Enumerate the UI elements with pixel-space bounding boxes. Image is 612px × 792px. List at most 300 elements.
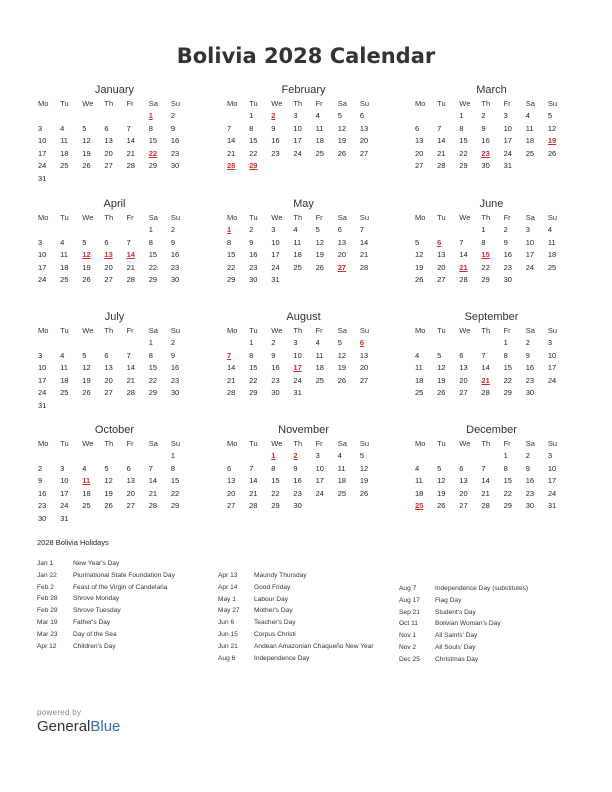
week-row [37, 173, 192, 186]
empty-day [126, 450, 148, 463]
day: 27 [104, 388, 113, 397]
weekday-label: We [82, 326, 94, 335]
day: 1 [459, 111, 464, 120]
day: 27 [459, 388, 468, 397]
holiday-name: All Souls' Day [435, 643, 476, 651]
day: 9 [170, 123, 176, 133]
brand-blue: Blue [90, 718, 121, 735]
week-row [37, 500, 192, 513]
day: 20 [415, 148, 424, 158]
day: 1 [249, 338, 254, 347]
weekday-header [226, 212, 381, 224]
day: 24 [60, 501, 69, 510]
day: 11 [60, 363, 68, 372]
weekday-label: Fr [315, 213, 323, 222]
holiday-name: Feast of the Virgin of Candelaria [73, 583, 168, 591]
day: 19 [82, 148, 91, 158]
day: 20 [459, 375, 468, 385]
holiday-name: Plurinational State Foundation Day [73, 571, 175, 579]
day: 30 [170, 275, 180, 284]
day: 4 [293, 225, 298, 234]
day: 27 [104, 275, 113, 284]
weekday-header [414, 438, 569, 450]
day: 4 [60, 350, 65, 360]
holiday-name: Bolivian Woman's Day [435, 620, 501, 628]
day: 30 [503, 275, 512, 284]
day: 17 [293, 136, 302, 145]
week-row [414, 463, 569, 476]
holiday-day: 7 [227, 350, 232, 360]
day: 22 [170, 488, 180, 498]
day: 5 [337, 111, 342, 120]
empty-day [458, 224, 480, 237]
empty-day [59, 110, 81, 123]
day: 14 [359, 237, 369, 247]
holiday-item [37, 605, 217, 617]
day: 12 [437, 363, 446, 372]
empty-day [37, 337, 59, 350]
day: 9 [170, 237, 176, 247]
day: 4 [315, 111, 320, 120]
weekday-label: Th [104, 99, 114, 108]
day: 31 [293, 388, 302, 397]
month-name: January [94, 84, 135, 96]
day: 15 [170, 476, 180, 485]
holiday-day: 17 [293, 363, 302, 372]
holiday-date: Jun 21 [218, 642, 238, 650]
month-february [226, 83, 381, 173]
holiday-day: 2 [293, 451, 298, 460]
day: 22 [481, 262, 490, 272]
day: 8 [503, 350, 508, 360]
empty-day [315, 500, 337, 513]
holiday-day: 12 [82, 250, 91, 259]
weekday-label: Tu [60, 439, 69, 448]
day: 11 [315, 350, 324, 360]
day: 29 [459, 161, 468, 170]
day: 25 [60, 388, 69, 397]
holiday-name: Christmas Day [435, 655, 479, 663]
holiday-name: Corpus Christi [254, 630, 296, 638]
day: 22 [148, 262, 158, 272]
holiday-date: Apr 12 [37, 642, 57, 650]
day: 26 [437, 501, 446, 510]
empty-day [103, 110, 125, 123]
brand-general: General [37, 718, 91, 735]
holiday-column [218, 570, 398, 664]
weekday-header [37, 325, 192, 337]
day: 14 [227, 363, 236, 372]
day: 30 [525, 501, 535, 510]
day: 23 [271, 148, 280, 158]
day: 13 [126, 476, 135, 485]
week-row [226, 337, 381, 350]
day: 2 [38, 463, 43, 473]
weekday-label: Th [481, 99, 491, 108]
day: 29 [148, 388, 158, 397]
day: 14 [459, 250, 468, 259]
day: 26 [82, 388, 91, 397]
day: 16 [271, 363, 280, 372]
empty-day [315, 387, 337, 400]
holiday-item [218, 653, 398, 665]
empty-day [525, 160, 547, 173]
holiday-day: 13 [104, 250, 113, 259]
day: 30 [525, 388, 535, 397]
holiday-date: Apr 14 [218, 583, 238, 591]
day: 18 [547, 250, 557, 259]
week-row [37, 375, 192, 388]
week-row [37, 387, 192, 400]
week-row [414, 249, 569, 262]
month-june [414, 197, 569, 287]
holiday-item [37, 641, 217, 653]
empty-day [37, 224, 59, 237]
day: 4 [415, 350, 420, 360]
day: 19 [337, 363, 347, 372]
day: 16 [525, 363, 535, 372]
day: 3 [271, 225, 276, 234]
day: 27 [359, 148, 369, 158]
day: 29 [148, 161, 158, 170]
holiday-name: Flag Day [435, 596, 462, 604]
day: 2 [525, 338, 530, 347]
empty-day [337, 274, 359, 287]
month-march [414, 83, 569, 173]
day: 9 [170, 350, 176, 360]
day: 20 [337, 250, 347, 259]
day: 22 [503, 375, 512, 385]
day: 6 [459, 463, 464, 473]
day: 1 [148, 338, 153, 347]
day: 20 [459, 488, 468, 498]
week-row [226, 488, 381, 501]
day: 16 [170, 250, 180, 259]
day: 20 [126, 488, 135, 498]
day: 24 [271, 262, 280, 272]
day: 15 [148, 136, 158, 145]
holiday-date: Mar 19 [37, 618, 58, 626]
day: 4 [525, 111, 530, 120]
day: 27 [459, 501, 468, 510]
day: 5 [437, 350, 442, 360]
day: 17 [38, 375, 47, 385]
day: 24 [38, 161, 47, 170]
empty-day [337, 160, 359, 173]
day: 10 [547, 350, 557, 360]
week-row [37, 450, 192, 463]
empty-day [436, 337, 458, 350]
empty-day [359, 160, 381, 173]
day: 3 [293, 111, 298, 120]
holiday-item [399, 607, 579, 619]
day: 30 [481, 161, 490, 170]
day: 15 [148, 363, 158, 372]
holiday-day: 1 [148, 111, 153, 120]
day: 31 [271, 275, 280, 284]
weekday-label: Su [359, 439, 370, 448]
day: 5 [337, 338, 342, 347]
day: 7 [227, 123, 232, 133]
empty-day [81, 224, 103, 237]
weekday-label: Th [293, 326, 303, 335]
weekday-label: Tu [249, 439, 258, 448]
holiday-date: Jun 15 [218, 630, 238, 638]
day: 23 [503, 262, 512, 272]
empty-day [103, 450, 125, 463]
day: 31 [503, 161, 512, 170]
weekday-label: Fr [315, 99, 323, 108]
day: 5 [547, 111, 553, 120]
day: 21 [126, 375, 135, 385]
day: 16 [271, 136, 280, 145]
day: 10 [38, 363, 47, 372]
weekday-label: Sa [148, 99, 158, 108]
holiday-item [218, 617, 398, 629]
week-row [414, 362, 569, 375]
day: 22 [459, 148, 468, 158]
empty-day [436, 450, 458, 463]
holiday-item [399, 642, 579, 654]
day: 21 [126, 148, 135, 158]
day: 7 [126, 123, 131, 133]
holiday-name: Teacher's Day [254, 619, 296, 627]
weekday-label: We [459, 439, 471, 448]
day: 28 [148, 501, 158, 510]
holiday-item [399, 630, 579, 642]
weekday-label: Mo [38, 213, 49, 222]
empty-day [170, 513, 192, 526]
day: 9 [271, 350, 276, 360]
holiday-date: Jan 22 [37, 571, 57, 579]
day: 2 [481, 111, 486, 120]
day: 27 [415, 161, 424, 170]
week-row [37, 475, 192, 488]
day: 14 [437, 136, 446, 145]
empty-day [248, 450, 270, 463]
week-row [37, 249, 192, 262]
day: 28 [126, 161, 135, 170]
day: 25 [315, 148, 324, 158]
day: 10 [525, 237, 535, 247]
empty-day [359, 274, 381, 287]
day: 30 [170, 161, 180, 170]
day: 14 [126, 136, 135, 145]
empty-day [126, 110, 148, 123]
day: 24 [315, 488, 324, 498]
week-row [37, 463, 192, 476]
holiday-item [218, 594, 398, 606]
empty-day [270, 160, 292, 173]
holiday-item [218, 629, 398, 641]
weekday-label: Su [547, 439, 558, 448]
week-row [37, 337, 192, 350]
day: 12 [437, 476, 446, 485]
empty-day [170, 173, 192, 186]
day: 12 [337, 123, 347, 133]
weekday-label: Sa [337, 326, 347, 335]
day: 20 [359, 363, 369, 372]
day: 15 [503, 363, 512, 372]
holiday-item [399, 618, 579, 630]
day: 10 [315, 463, 324, 473]
day: 29 [271, 501, 280, 510]
weekday-label: Sa [337, 99, 347, 108]
day: 12 [82, 363, 91, 372]
day: 14 [227, 136, 236, 145]
day: 2 [170, 338, 176, 347]
day: 16 [503, 250, 512, 259]
weekday-label: We [271, 99, 283, 108]
empty-day [436, 224, 458, 237]
day: 29 [148, 275, 158, 284]
day: 16 [293, 476, 302, 485]
week-row [226, 148, 381, 161]
weekday-label: Tu [60, 326, 69, 335]
week-row [37, 148, 192, 161]
day: 8 [271, 463, 276, 473]
brand-logo [37, 718, 120, 735]
day: 4 [60, 123, 65, 133]
empty-day [103, 337, 125, 350]
empty-day [359, 500, 381, 513]
week-row [226, 387, 381, 400]
weekday-label: Su [359, 99, 370, 108]
day: 6 [459, 350, 464, 360]
weekday-label: Th [104, 213, 114, 222]
holiday-name: Mother's Day [254, 607, 293, 615]
day: 14 [249, 476, 258, 485]
month-july [37, 310, 192, 412]
empty-day [103, 224, 125, 237]
day: 30 [293, 501, 302, 510]
weekday-label: We [459, 326, 471, 335]
day: 27 [104, 161, 113, 170]
holiday-name: Shrove Tuesday [73, 607, 121, 615]
week-row [414, 475, 569, 488]
week-row [37, 123, 192, 136]
day: 26 [415, 275, 424, 284]
day: 29 [249, 388, 258, 397]
day: 20 [227, 488, 236, 498]
day: 23 [271, 375, 280, 385]
weekday-label: Su [170, 213, 181, 222]
empty-day [170, 400, 192, 413]
day: 18 [315, 136, 324, 145]
week-row [414, 123, 569, 136]
month-name: October [94, 424, 135, 436]
week-row [226, 500, 381, 513]
weekday-label: Fr [503, 213, 511, 222]
day: 12 [315, 237, 324, 247]
day: 21 [126, 262, 135, 272]
holiday-day: 6 [359, 338, 365, 347]
week-row [226, 350, 381, 363]
day: 24 [293, 148, 302, 158]
day: 8 [148, 237, 153, 247]
day: 5 [359, 451, 365, 460]
month-name: May [293, 198, 314, 210]
weekday-header [226, 98, 381, 110]
week-row [226, 450, 381, 463]
weekday-label: Sa [337, 439, 347, 448]
day: 23 [525, 375, 535, 385]
holiday-day: 2 [271, 111, 276, 120]
day: 3 [38, 350, 43, 360]
holiday-day: 28 [227, 161, 236, 170]
day: 18 [337, 476, 347, 485]
day: 11 [525, 123, 534, 133]
day: 25 [415, 388, 424, 397]
holidays-title: 2028 Bolivia Holidays [37, 538, 109, 547]
holiday-item [399, 654, 579, 666]
month-name: June [479, 198, 504, 210]
day: 15 [249, 136, 258, 145]
empty-day [547, 274, 569, 287]
day: 8 [148, 123, 153, 133]
week-row [414, 110, 569, 123]
brand [37, 708, 120, 735]
day: 19 [82, 262, 91, 272]
day: 8 [148, 350, 153, 360]
day: 18 [525, 136, 535, 145]
month-january [37, 83, 192, 185]
empty-day [37, 110, 59, 123]
day: 15 [271, 476, 280, 485]
day: 5 [82, 237, 87, 247]
weekday-label: Sa [337, 213, 347, 222]
day: 6 [104, 123, 109, 133]
empty-day [337, 387, 359, 400]
day: 21 [227, 148, 236, 158]
empty-day [59, 450, 81, 463]
week-row [226, 160, 381, 173]
day: 12 [359, 463, 369, 473]
day: 3 [525, 225, 530, 234]
day: 30 [38, 513, 47, 523]
holiday-name: Shrove Monday [73, 595, 120, 603]
day: 13 [437, 250, 446, 259]
day: 9 [38, 476, 43, 485]
empty-day [126, 173, 148, 186]
weekday-label: Tu [437, 213, 446, 222]
day: 3 [38, 237, 43, 247]
weekday-label: Mo [415, 213, 426, 222]
holiday-item [37, 629, 217, 641]
week-row [226, 475, 381, 488]
day: 3 [293, 338, 298, 347]
month-october [37, 423, 192, 525]
holiday-date: Nov 2 [399, 643, 417, 651]
day: 8 [249, 123, 254, 133]
day: 10 [38, 136, 47, 145]
weekday-label: Th [104, 326, 114, 335]
day: 24 [503, 148, 512, 158]
day: 26 [437, 388, 446, 397]
day: 6 [415, 123, 420, 133]
week-row [226, 262, 381, 275]
weekday-label: Th [104, 439, 114, 448]
week-row [414, 488, 569, 501]
week-row [37, 237, 192, 250]
weekday-label: Tu [249, 326, 258, 335]
weekday-label: Sa [148, 439, 158, 448]
day: 6 [104, 350, 109, 360]
weekday-label: Sa [525, 326, 535, 335]
day: 3 [38, 123, 43, 133]
weekday-label: Su [359, 213, 370, 222]
day: 4 [82, 463, 87, 473]
